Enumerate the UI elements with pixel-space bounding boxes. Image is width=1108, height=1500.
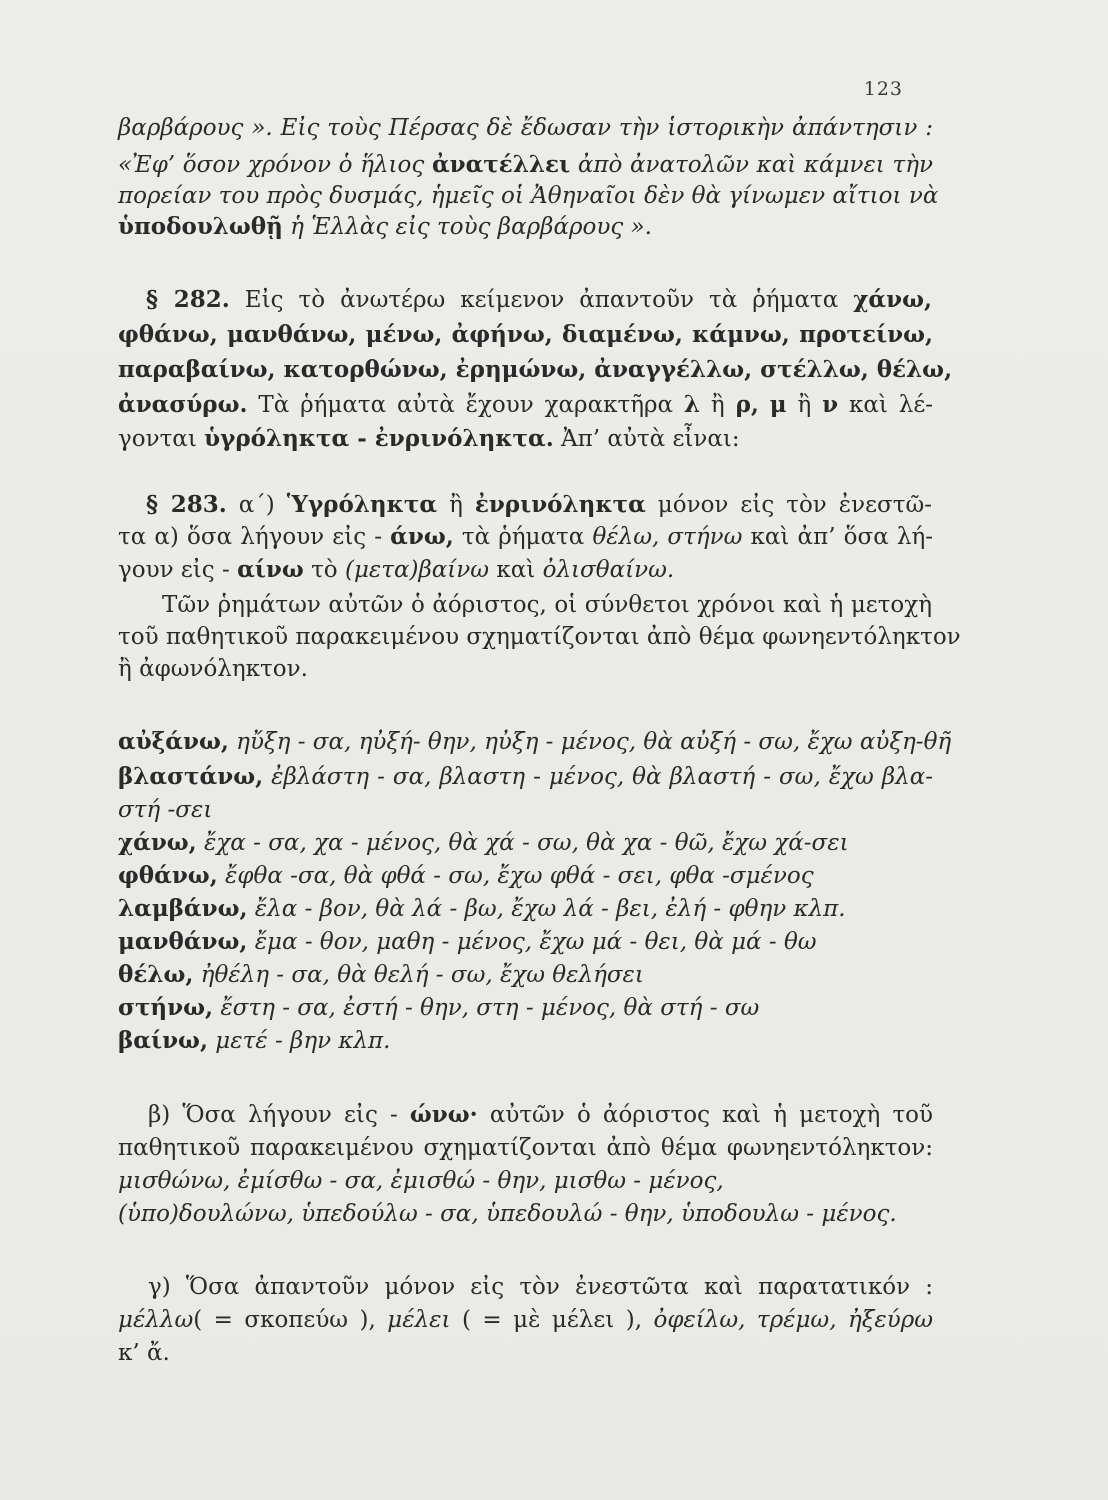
bold-term: ἀνατέλλει [431, 151, 571, 178]
bold-term: ώνω· [409, 1101, 478, 1128]
bold-term: ρ, [735, 391, 759, 418]
text-run: (ὑπο)δουλώνω, ὑπεδούλω - σα, ὑπεδουλώ - θην, ὑποδουλω - μένος. [118, 1201, 897, 1227]
text-run: ἢ ἀφωνόληκτον. [118, 656, 308, 682]
text-run: Εἰς τὸ ἀνωτέρω κείμενον ἀπαντοῦν τὰ ῥήματα [229, 287, 854, 313]
bold-term: Ὑγρόληκτα [286, 491, 438, 518]
text-run: καὶ [489, 557, 543, 583]
text-line [118, 861, 858, 891]
bold-term: ἀνασύρω. [118, 391, 248, 418]
text-line [118, 555, 675, 585]
text-run: ἢ [437, 492, 475, 518]
text-run: θέλω, στήνω [592, 524, 743, 550]
text-line [118, 355, 953, 385]
text-line [118, 828, 898, 858]
text-line [148, 1272, 933, 1302]
text-run: «Ἐφ’ ὅσον χρόνον ὁ ἥλιος [118, 152, 432, 178]
text-run: ἀπὸ ἀνατολῶν καὶ κάμνει τὴν [570, 152, 933, 178]
text-run: Τὰ ῥήματα αὐτὰ ἔχουν χαρακτῆρα [247, 392, 684, 418]
text-run: καὶ ἀπ’ ὅσα λή- [742, 524, 933, 550]
bold-term: μ [769, 391, 787, 418]
text-run: τὰ ῥήματα [453, 524, 593, 550]
text-line [146, 285, 932, 315]
text-run: ἔμα - θον, μαθη - μένος, ἔχω μά - θει, θὰ μά - θω [247, 929, 817, 955]
bold-term: φθάνω, μανθάνω, μένω, ἀφήνω, διαμένω, κάμνω, προτείνω, [118, 321, 933, 348]
text-run: μέλλω [118, 1307, 194, 1333]
text-run: παθητικοῦ παρακειμένου σχηματίζονται ἀπὸ θέμα φωνηεντόληκτον: [118, 1135, 933, 1161]
text-run: ( = σκοπεύω ), [193, 1307, 388, 1333]
text-line [118, 424, 740, 454]
text-run [759, 392, 770, 418]
section-marker: § 283. [146, 491, 227, 518]
text-run: ηὔξη - σα, ηὐξή- θην, ηὐξη - μένος, θὰ αὐξή - σω, ἔχω αὐξη-θῆ [228, 729, 952, 755]
text-run: πορείαν του πρὸς δυσμάς, ἡμεῖς οἱ Ἀθηναῖοι δὲν θὰ γίνωμεν αἴτιοι νὰ [118, 183, 939, 209]
text-line [118, 1133, 933, 1163]
text-line [118, 522, 933, 552]
text-run: Τῶν ῥημάτων αὐτῶν ὁ ἀόριστος, οἱ σύνθετοι χρόνοι καὶ ἡ μετοχὴ [162, 592, 932, 618]
text-run: ( = μὲ μέλει ), [450, 1307, 654, 1333]
text-run: ἡ Ἑλλὰς εἰς τοὺς βαρβάρους ». [282, 214, 652, 240]
text-line [118, 762, 933, 792]
text-run: γουν εἰς - [118, 557, 238, 583]
text-run: μόνον εἰς τὸν ἐνεστῶ- [645, 492, 932, 518]
text-run: ἢ [700, 392, 736, 418]
text-line [118, 927, 848, 957]
section-marker: § 282. [146, 286, 230, 313]
text-run: ἠθέλη - σα, θὰ θελή - σω, ἔχω θελήσει [193, 962, 644, 988]
bold-term: λαμβάνω, [118, 895, 248, 922]
text-line [118, 320, 933, 350]
bold-term: στήνω, [118, 994, 214, 1021]
text-run: τα α) ὅσα λήγουν εἰς - [118, 524, 391, 550]
bold-term: θέλω, [118, 961, 194, 988]
text-line [118, 1026, 438, 1056]
text-line [118, 181, 939, 211]
bold-term: ν [822, 391, 839, 418]
text-run: ἢ [786, 392, 823, 418]
bold-term: ἐνρινόληκτα [474, 491, 646, 518]
text-run: τὸ [303, 557, 345, 583]
bold-term: ὑποδουλωθῇ [118, 213, 283, 240]
text-run: ἔφθα -σα, θὰ φθά - σω, ἔχω φθά - σει, φθα -σμένος [217, 863, 814, 889]
text-line [118, 795, 288, 825]
text-run: ἐβλάστη - σα, βλαστη - μένος, θὰ βλαστή - σω, ἔχω βλα- [263, 764, 933, 790]
text-line [118, 390, 933, 420]
bold-term: χάνω, [853, 286, 932, 313]
text-run: ἔχα - σα, χα - μένος, θὰ χά - σω, θὰ χα - θῶ, ἔχω χά-σει [196, 830, 849, 856]
bold-term: λ [683, 391, 701, 418]
bold-term: παραβαίνω, κατορθώνω, ἐρημώνω, ἀναγγέλλω, στέλλω, θέλω, [118, 356, 953, 383]
bold-term: ὑγρόληκτα - ἐνρινόληκτα. [204, 425, 554, 452]
text-line [118, 113, 933, 143]
text-run: κ’ ἄ. [118, 1340, 170, 1366]
text-run: ἔλα - βον, θὰ λά - βω, ἔχω λά - βει, ἐλή - φθην κλπ. [247, 896, 846, 922]
text-run: ἔστη - σα, ἐστή - θην, στη - μένος, θὰ στή - σω [213, 995, 760, 1021]
text-line [118, 1338, 208, 1368]
text-run: ὀλισθαίνω. [542, 557, 675, 583]
text-run: στή -σει [118, 797, 213, 823]
text-run: α΄) [226, 492, 287, 518]
text-line [146, 490, 932, 520]
text-line [118, 1199, 908, 1229]
text-run: βαρβάρους ». Εἰς τοὺς Πέρσας δὲ ἔδωσαν τὴν ἱστορικὴν ἀπάντησιν : [118, 115, 933, 141]
bold-term: μανθάνω, [118, 928, 248, 955]
text-line [118, 1166, 758, 1196]
text-line [118, 960, 698, 990]
text-line [118, 727, 952, 757]
text-line [118, 1305, 933, 1335]
bold-term: άνω, [390, 523, 454, 550]
text-line [118, 622, 961, 652]
text-line [118, 894, 888, 924]
text-line [118, 150, 933, 180]
bold-term: χάνω, [118, 829, 197, 856]
text-run: τοῦ παθητικοῦ παρακειμένου σχηματίζονται ἀπὸ θέμα φωνηεντόληκτον [118, 624, 961, 650]
text-line [118, 212, 652, 242]
text-run: Ἀπ’ αὐτὰ εἶναι: [553, 426, 740, 452]
text-run: αὐτῶν ὁ ἀόριστος καὶ ἡ μετοχὴ τοῦ [477, 1102, 933, 1128]
text-run: μέλει [387, 1307, 451, 1333]
bold-term: βλαστάνω, [118, 763, 264, 790]
text-line [148, 1100, 933, 1130]
text-run: β) Ὅσα λήγουν εἰς - [148, 1102, 410, 1128]
text-line [118, 654, 358, 684]
text-line [162, 590, 932, 620]
bold-term: φθάνω, [118, 862, 218, 889]
text-run: (μετα)βαίνω [344, 557, 490, 583]
text-run: μετέ - βην κλπ. [207, 1028, 391, 1054]
text-run: ὀφείλω, τρέμω, ἠξεύρω [653, 1307, 934, 1333]
text-run: γ) Ὅσα ἀπαντοῦν μόνον εἰς τὸν ἐνεστῶτα καὶ παρατατικόν : [148, 1274, 933, 1300]
text-run: καὶ λέ- [838, 392, 933, 418]
bold-term: βαίνω, [118, 1027, 208, 1054]
text-run: μισθώνω, ἐμίσθω - σα, ἐμισθώ - θην, μισθω - μένος, [118, 1168, 724, 1194]
text-run: γονται [118, 426, 205, 452]
bold-term: αίνω [237, 556, 304, 583]
bold-term: αὐξάνω, [118, 728, 229, 755]
text-line [118, 993, 798, 1023]
page-number: 123 [863, 78, 903, 100]
